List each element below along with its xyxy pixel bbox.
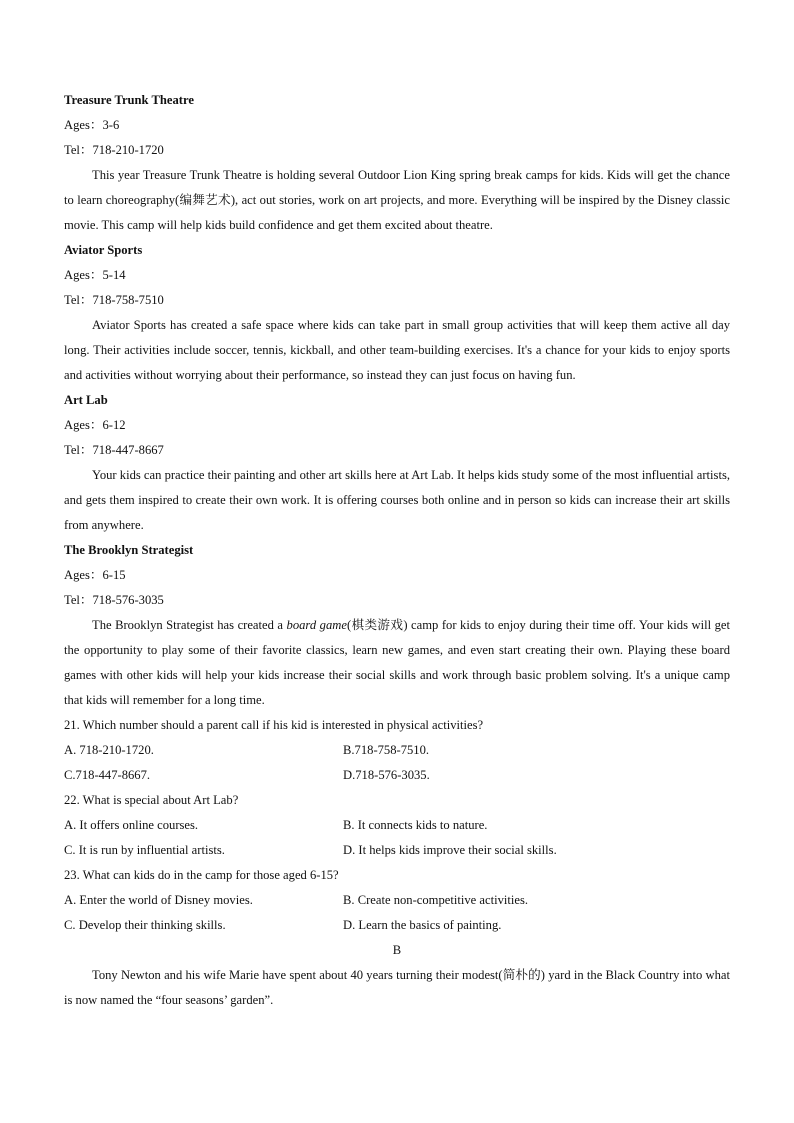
camp-tel: Tel：718-447-8667	[64, 443, 164, 457]
option-row	[64, 738, 730, 763]
camp-description: This year Treasure Trunk Theatre is holding several Outdoor Lion King spring break camps for kids. Kids will get the chance to learn choreography(编舞艺术), act out stories, work on art projects, and more. Everything will be inspired by the Disney classic movie. This camp will help kids build confidence and get them excited about theatre.	[64, 168, 730, 232]
option-row	[64, 888, 730, 913]
option-d: D. Learn the basics of painting.	[343, 918, 502, 932]
camp-title: Treasure Trunk Theatre	[64, 93, 194, 107]
camp-title: Art Lab	[64, 393, 108, 407]
section-heading: B	[392, 943, 402, 957]
option-b: B. It connects kids to nature.	[343, 818, 488, 832]
camp-description: Your kids can practice their painting and other art skills here at Art Lab. It helps kids study some of the most influential artists, and gets them inspired to create their own work. It is offering courses both online and in person so kids can increase their art skills from anywhere.	[64, 468, 730, 532]
italic-term: board game	[286, 618, 347, 632]
camp-tel: Tel：718-576-3035	[64, 593, 164, 607]
option-c: C.718-447-8667.	[64, 768, 151, 782]
question-stem: 22. What is special about Art Lab?	[64, 793, 239, 807]
option-row	[64, 838, 730, 863]
option-row	[64, 813, 730, 838]
option-b: B.718-758-7510.	[343, 743, 430, 757]
camp-ages: Ages：3-6	[64, 118, 120, 132]
camp-description: Aviator Sports has created a safe space where kids can take part in small group activities that will keep them active all day long. Their activities include soccer, tennis, kickball, and other team-building exercises. It's a chance for your kids to enjoy sports and activities without worrying about their performance, so instead they can just focus on having fun.	[64, 318, 730, 382]
camp-description	[64, 613, 730, 713]
question-stem: 23. What can kids do in the camp for those aged 6-15?	[64, 868, 339, 882]
camp-tel: Tel：718-210-1720	[64, 143, 164, 157]
option-a: A. It offers online courses.	[64, 818, 199, 832]
option-d: D.718-576-3035.	[343, 768, 430, 782]
camp-ages: Ages：6-15	[64, 568, 126, 582]
camp-tel: Tel：718-758-7510	[64, 293, 164, 307]
option-d: D. It helps kids improve their social skills.	[343, 843, 557, 857]
camp-title: Aviator Sports	[64, 243, 143, 257]
option-b: B. Create non-competitive activities.	[343, 893, 529, 907]
question-stem: 21. Which number should a parent call if his kid is interested in physical activities?	[64, 718, 484, 732]
option-c: C. It is run by influential artists.	[64, 843, 225, 857]
option-a: A. Enter the world of Disney movies.	[64, 893, 253, 907]
option-row	[64, 763, 730, 788]
option-row	[64, 913, 730, 938]
description-text: (棋类游戏) camp for kids to enjoy during their time off. Your kids will get the opportunity to play some of their favorite classics, learn new games, and even start creating their own. Playing these board games with other kids will help your kids increase their social skills and work through basic problem solving. It's a unique camp that kids will remember for a long time.	[64, 618, 730, 707]
option-a: A. 718-210-1720.	[64, 743, 154, 757]
document-content	[64, 88, 730, 1013]
camp-title: The Brooklyn Strategist	[64, 543, 194, 557]
camp-ages: Ages：6-12	[64, 418, 126, 432]
section-paragraph: Tony Newton and his wife Marie have spent about 40 years turning their modest(简朴的) yard in the Black Country into what is now named the “four seasons’ garden”.	[64, 968, 730, 1007]
camp-ages: Ages：5-14	[64, 268, 126, 282]
option-c: C. Develop their thinking skills.	[64, 918, 226, 932]
description-text: The Brooklyn Strategist has created a	[92, 618, 287, 632]
